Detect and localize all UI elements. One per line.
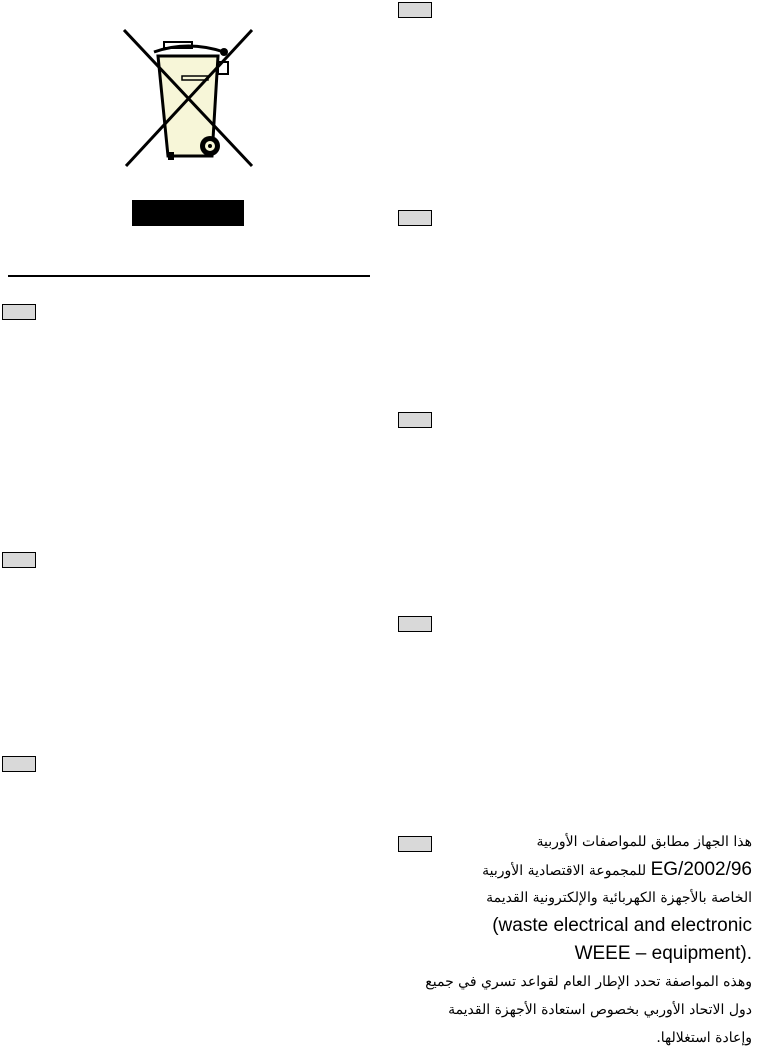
crossed-out-wheelie-bin-icon — [118, 26, 258, 172]
notice-line-1: هذا الجهاز مطابق للمواصفات الأوربية — [536, 834, 752, 850]
notice-line-7: دول الاتحاد الأوربي بخصوص استعادة الأجهزة القديمة — [448, 1002, 752, 1018]
directive-number: 2002/96/EG — [650, 859, 752, 880]
notice-line-6: وهذه المواصفة تحدد الإطار العام لقواعد تسري في جميع — [425, 974, 752, 990]
language-box-right-3 — [398, 412, 432, 428]
notice-line-3: الخاصة بالأجهزة الكهربائية والإلكترونية القديمة — [486, 890, 752, 906]
notice-line-5: .(WEEE – equipment — [574, 943, 752, 964]
language-box-right-2 — [398, 210, 432, 226]
section-divider — [8, 275, 370, 277]
notice-line-2-arabic: للمجموعة الاقتصادية الأوربية — [482, 863, 647, 879]
notice-line-4: waste electrical and electronic) — [492, 915, 752, 936]
weee-marking-bar — [132, 200, 244, 226]
language-box-left-2 — [2, 552, 36, 568]
notice-line-8: وإعادة استغلالها. — [656, 1030, 752, 1046]
language-box-right-1 — [398, 2, 432, 18]
notice-line-2 — [420, 856, 752, 884]
language-box-left-1 — [2, 304, 36, 320]
arabic-weee-notice — [420, 828, 752, 1052]
language-box-right-4 — [398, 616, 432, 632]
language-box-left-3 — [2, 756, 36, 772]
